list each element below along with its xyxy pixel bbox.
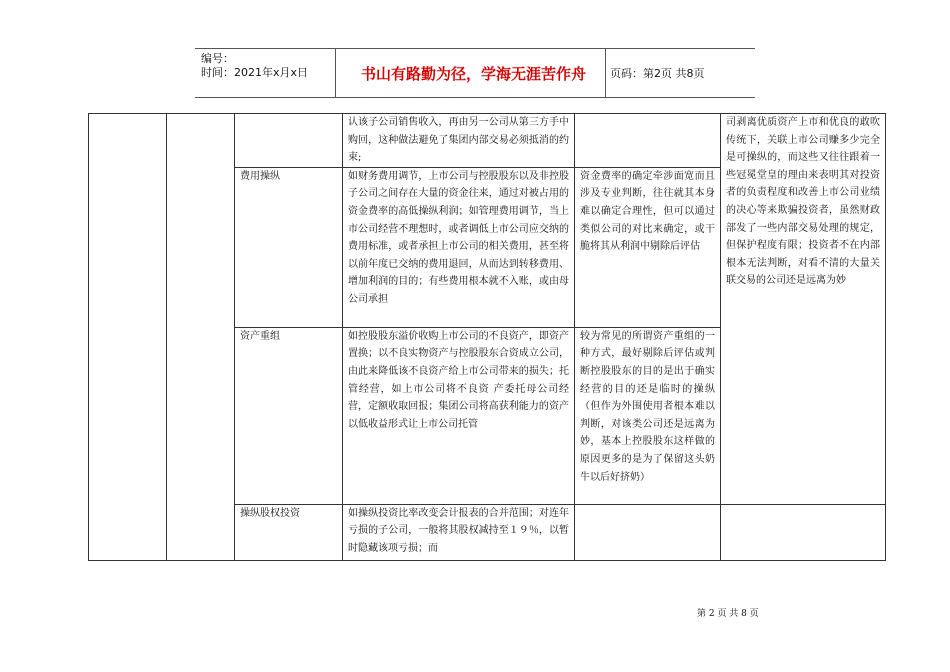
- header-meta: [201, 52, 308, 80]
- table-cell-item: 资产重组: [235, 327, 343, 504]
- table-cell-description: 如控股股东溢价收购上市公司的不良资产，即资产置换；以不良实物资产与控股股东合资成立公司，由此来降低该不良资产给上市公司带来的损失；托管经营，如上市公司将不良资 产委托母公司经营，定额收取回报；集团公司将高获利能力的资产以低收益形式让上市公司托管: [343, 327, 575, 504]
- header-divider: [335, 49, 336, 97]
- time-label: 时间：2021年x月x日: [201, 66, 309, 79]
- header-divider: [605, 49, 606, 97]
- table-cell-evaluation: [575, 504, 721, 560]
- table-cell-empty: [721, 504, 886, 560]
- page-footer: 第 2 页 共 8 页: [697, 609, 759, 619]
- table-cell-evaluation: [575, 114, 721, 168]
- page-header: [195, 48, 755, 98]
- table-cell-conclusion: 司剥离优质资产上市和优良的敢吹传统下，关联上市公司赚多少完全是可操纵的，而这些又往往跟着一些冠冕堂皇的理由来表明其对投资者的负责程度和改善上市公司业绩的决心等来欺骗投资者，虽然财政部发了一些内部交易处理的规定，但保护程度有限；投资者不在内部根本无法判断，对看不清的大量关联交易的公司还是远离为妙: [721, 114, 886, 505]
- table-cell-empty: [167, 114, 235, 561]
- table-cell-evaluation: 较为常见的所谓资产重组的一种方式，最好剔除后评估或判断控股股东的目的是出于确实经营的目的还是临时的操纵（但作为外围使用者根本难以判断，对该类公司还是远离为妙，基本上控股股东这样做的原因更多的是为了保留这头奶牛以后好挤奶）: [575, 327, 721, 504]
- table-cell-empty: [89, 114, 167, 561]
- table-cell-description: 如财务费用调节，上市公司与控股股东以及非控股子公司之间存在大量的资金往来，通过对被占用的资金费率的高低操纵利润；如管理费用调节，当上市公司经营不理想时，或者调低上市公司应交纳的费用标准，或者承担上市公司的相关费用，甚至将以前年度已交纳的费用退回，从而达到转移费用、增加利润的目的；有些费用根本就不入账，或由母公司承担: [343, 167, 575, 327]
- table-cell-item: 操纵股权投资: [235, 504, 343, 560]
- table-cell-item: [235, 114, 343, 168]
- header-page-label: 页码：第2页 共8页: [610, 67, 705, 80]
- table-cell-item: 费用操纵: [235, 167, 343, 327]
- table-cell-description: 认该子公司销售收入，再由另一公司从第三方手中购回，这种做法避免了集团内部交易必须抵消的约束;: [343, 114, 575, 168]
- content-table: [88, 113, 886, 561]
- header-motto: 书山有路勤为径，学海无涯苦作舟: [360, 65, 586, 83]
- table-cell-evaluation: 资金费率的确定牵涉面宽而且涉及专业判断，往往就其本身难以确定合理性，但可以通过类似公司的对比来确定，或干脆将其从利润中剔除后评估: [575, 167, 721, 327]
- table-cell-description: 如操纵投资比率改变会计报表的合并范围；对连年亏损的子公司，一般将其股权减持至１９％，以暂时隐藏该项亏损；而: [343, 504, 575, 560]
- table-row: [89, 114, 886, 168]
- number-label: 编号：: [201, 52, 234, 65]
